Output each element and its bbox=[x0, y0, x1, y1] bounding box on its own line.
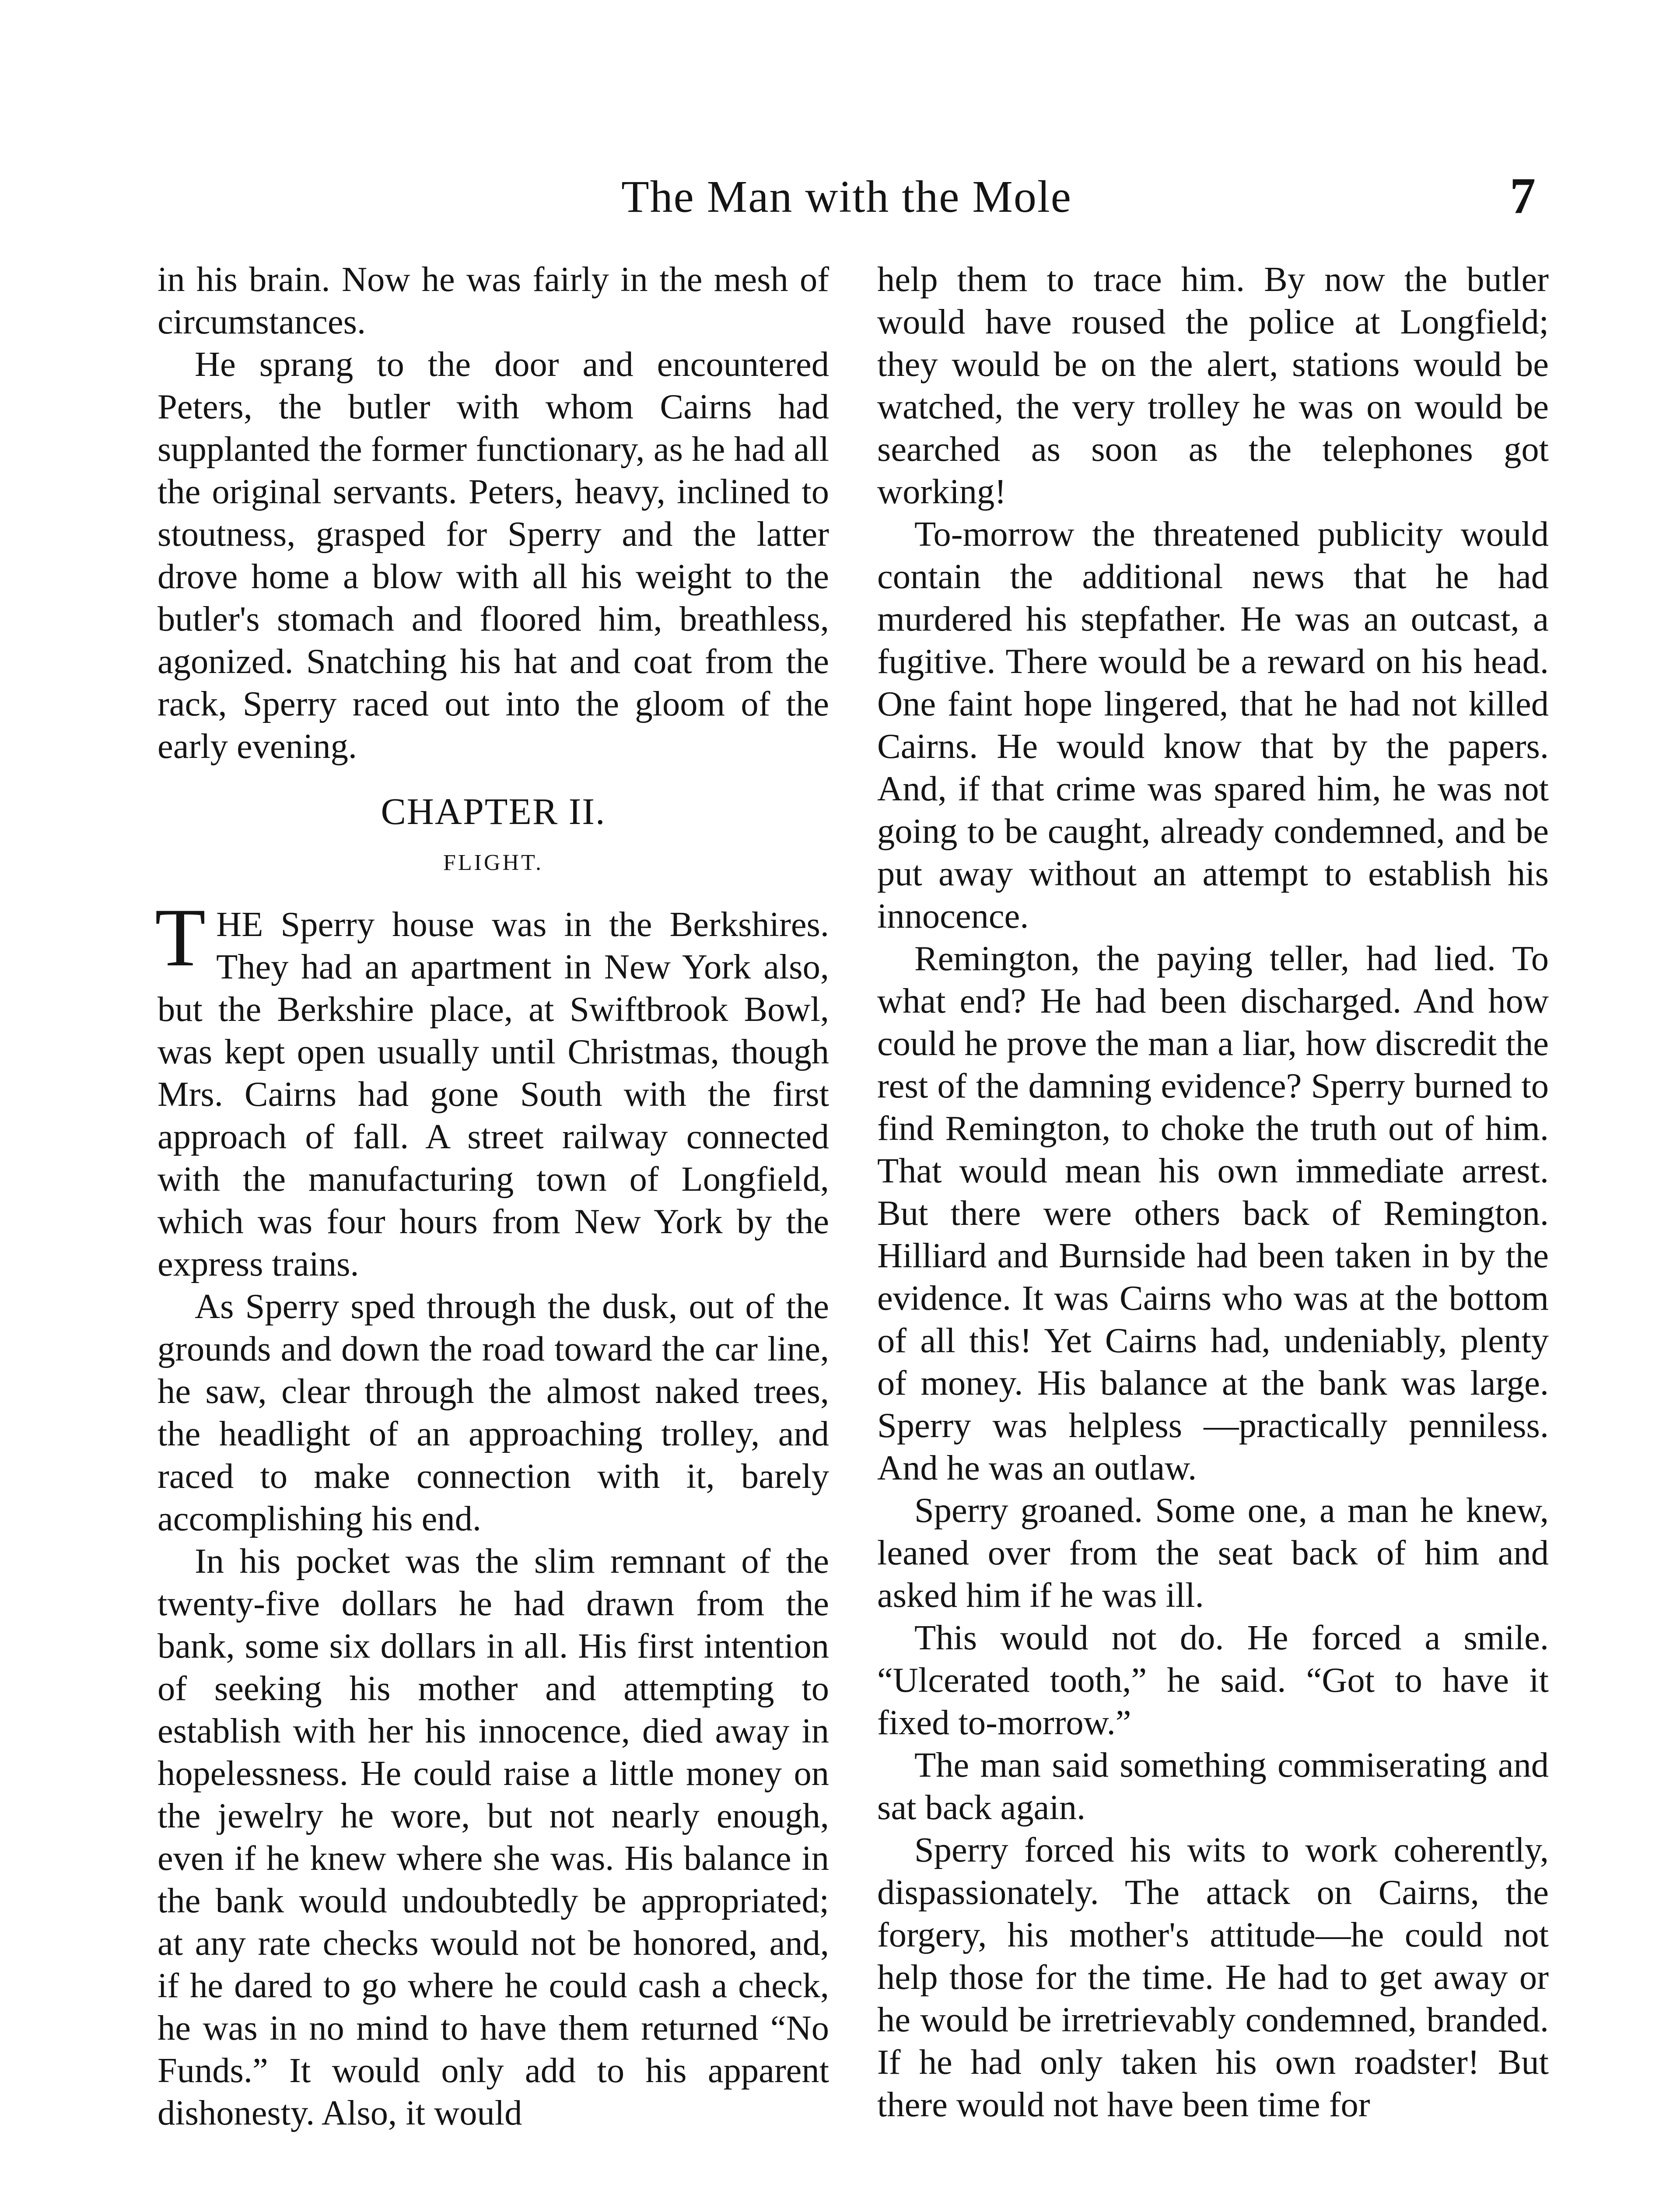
paragraph: in his brain. Now he was fairly in the mesh of circumstances. bbox=[158, 260, 829, 341]
paragraph: The man said something commiserating and sat back again. bbox=[877, 1746, 1549, 1827]
paragraph: He sprang to the door and encountered Peters, the butler with whom Cairns had supplanted the former functionary, as he had all the original servants. Peters, heavy, inclined to stoutness, grasped for Sperry and the latter drove home a blow with all his weight to the butler's stomach and floored him, breathless, agonized. Snatching his hat and coat from the rack, Sperry raced out into the gloom of the early evening. bbox=[158, 345, 829, 766]
paragraph-with-drop-cap bbox=[155, 892, 829, 1285]
paragraph-text: HE Sperry house was in the Berkshires. They had an apartment in New York also, but the Berkshire place, at Swiftbrook Bowl, was kept open usually until Christmas, though Mrs. Cairns had gone South with the first approach of fall. A street railway connected with the manufacturing town of Longfield, which was four hours from New York by the express trains. bbox=[158, 905, 829, 1283]
drop-cap: T bbox=[155, 892, 206, 984]
left-column bbox=[155, 258, 829, 2134]
paragraph: This would not do. He forced a smile. “Ulcerated tooth,” he said. “Got to have it fixed to-morrow.” bbox=[877, 1618, 1549, 1742]
paragraph: As Sperry sped through the dusk, out of the grounds and down the road toward the car line, he saw, clear through the almost naked trees, the headlight of an approaching trolley, and raced to make connection with it, barely accomplishing his end. bbox=[158, 1287, 829, 1538]
paragraph: help them to trace him. By now the butler would have roused the police at Longfield; they would be on the alert, stations would be watched, the very trolley he was on would be searched as soon as the telephones got working! bbox=[877, 260, 1549, 511]
paragraph: In his pocket was the slim remnant of the twenty-five dollars he had drawn from the bank, some six dollars in all. His first intention of seeking his mother and attempting to establish with her his innocence, died away in hopelessness. He could raise a little money on the jewelry he wore, but not nearly enough, even if he knew where she was. His balance in the bank would undoubtedly be appropriated; at any rate checks would not be honored, and, if he dared to go where he could cash a check, he was in no mind to have them returned “No Funds.” It would only add to his apparent dishonesty. Also, it would bbox=[158, 1542, 829, 2132]
right-column bbox=[877, 258, 1549, 2126]
paragraph: Sperry groaned. Some one, a man he knew, leaned over from the seat back of him and asked him if he was ill. bbox=[877, 1491, 1549, 1615]
running-title: The Man with the Mole bbox=[621, 172, 1072, 222]
page-number: 7 bbox=[1510, 167, 1536, 224]
page-header bbox=[158, 166, 1536, 236]
paragraph: To-morrow the threatened publicity would contain the additional news that he had murdered his stepfather. He was an outcast, a fugitive. There would be a reward on his head. One faint hope lingered, that he had not killed Cairns. He would know that by the papers. And, if that crime was spared him, he was not going to be caught, already condemned, and be put away without an attempt to establish his innocence. bbox=[877, 515, 1549, 936]
chapter-heading: CHAPTER II. bbox=[381, 790, 606, 832]
paragraph: Sperry forced his wits to work coherently, dispassionately. The attack on Cairns, the forgery, his mother's attitude—he could not help those for the time. He had to get away or he would be irretrievably condemned, branded. If he had only taken his own roadster! But there would not have been time for bbox=[877, 1830, 1549, 2124]
paragraph: Remington, the paying teller, had lied. To what end? He had been discharged. And how could he prove the man a liar, how discredit the rest of the damning evidence? Sperry burned to find Remington, to choke the truth out of him. That would mean his own immediate arrest. But there were others back of Remington. Hilliard and Burnside had been taken in by the evidence. It was Cairns who was at the bottom of all this! Yet Cairns had, undeniably, plenty of money. His balance at the bank was large. Sperry was helpless —practically penniless. And he was an outlaw. bbox=[877, 939, 1549, 1487]
chapter-subtitle: FLIGHT. bbox=[443, 850, 543, 875]
